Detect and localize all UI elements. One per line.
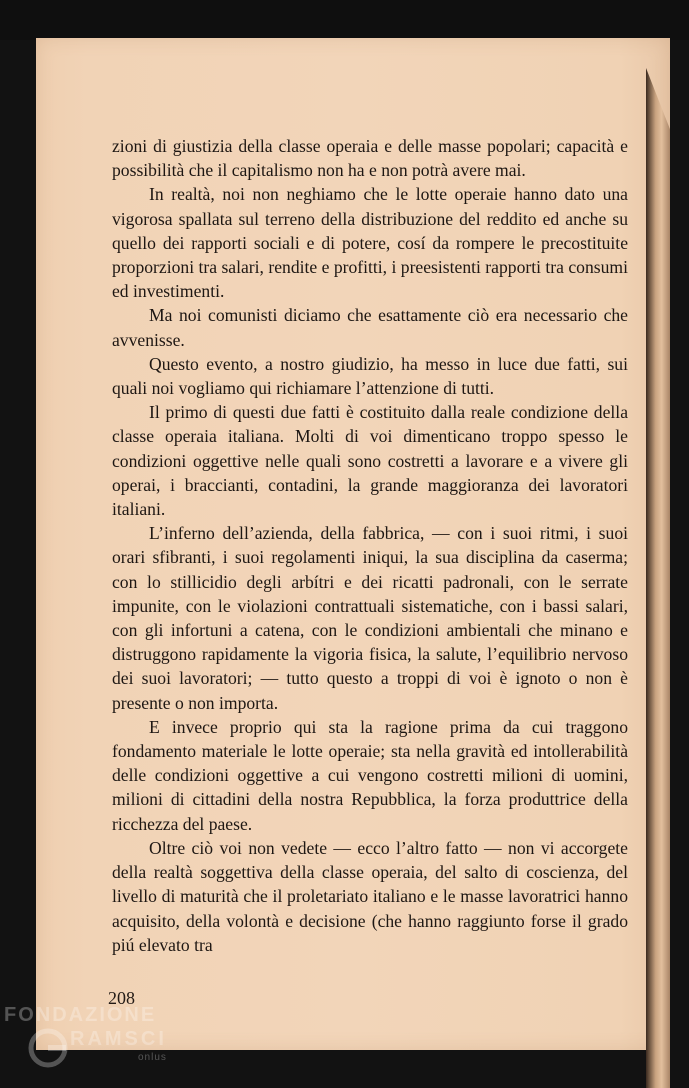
watermark-line1: FONDAZIONE <box>4 1004 157 1026</box>
paragraph: Il primo di questi due fatti è costituito dalla reale condizione della classe operaia italiana. Molti di voi dimenticano troppo spesso le condizioni oggettive nelle quali sono costretti a lavorare e a vivere gli operai, i braccianti, contadini, la grande maggioranza dei lavoratori italiani. <box>112 402 628 520</box>
page-number: 208 <box>108 988 135 1008</box>
paragraph: L’inferno dell’azienda, della fabbrica, — con i suoi ritmi, i suoi orari sfibranti, i suoi regolamenti iniqui, la sua disciplina da caserma; con lo stillicidio degli arbítri e dei ricatti padronali, con le serrate impunite, con le violazioni contrattuali sistematiche, con i bassi salari, con gli infortuni a catena, con le condizioni ambientali che minano e distruggono rapidamente la vigoria fisica, la salute, l’equilibrio nervoso dei suoi lavoratori; — tutto questo a troppi di voi è ignoto o non è presente o non importa. <box>112 523 628 713</box>
watermark <box>4 1004 194 1074</box>
paragraph: In realtà, noi non neghiamo che le lotte operaie hanno dato una vigorosa spallata sul terreno della distribuzione del reddito ed anche su quello dei rapporti sociali e di potere, cosí da rompere le precostituite proporzioni tra salari, rendite e profitti, i preesistenti rapporti tra consumi ed investimenti. <box>112 184 628 302</box>
paragraph: E invece proprio qui sta la ragione prima da cui traggono fondamento materiale le lotte operaie; sta nella gravità ed intollerabilità delle condizioni oggettive a cui vengono costretti milioni di uomini, milioni di cittadini della nostra Repubblica, la forza produttrice della ricchezza del paese. <box>112 716 628 834</box>
watermark-line2: RAMSCI <box>70 1028 167 1050</box>
body-text <box>112 134 628 957</box>
paragraph: Oltre ciò voi non vedete — ecco l’altro fatto — non vi accorgete della realtà soggettiva della classe operaia, del salto di coscienza, del livello di maturità che il proletariato italiano e le masse lavoratrici hanno acquisito, della volontà e decisione (che hanno raggiunto forse il grado piú elevato tra <box>112 837 628 955</box>
scan-background <box>0 0 689 40</box>
paragraph: Questo evento, a nostro giudizio, ha messo in luce due fatti, sui quali noi vogliamo qui richiamare l’attenzione di tutti. <box>112 353 628 399</box>
paragraph: Ma noi comunisti diciamo che esattamente ciò era necessario che avvenisse. <box>112 305 628 350</box>
book-page <box>36 38 670 1050</box>
page-edge <box>646 68 670 1088</box>
watermark-sub: onlus <box>138 1052 167 1063</box>
paragraph: zioni di giustizia della classe operaia e delle masse popolari; capacità e possibilità che il capitalismo non ha e non potrà avere mai. <box>112 136 628 181</box>
gramsci-logo-icon <box>26 1026 70 1070</box>
